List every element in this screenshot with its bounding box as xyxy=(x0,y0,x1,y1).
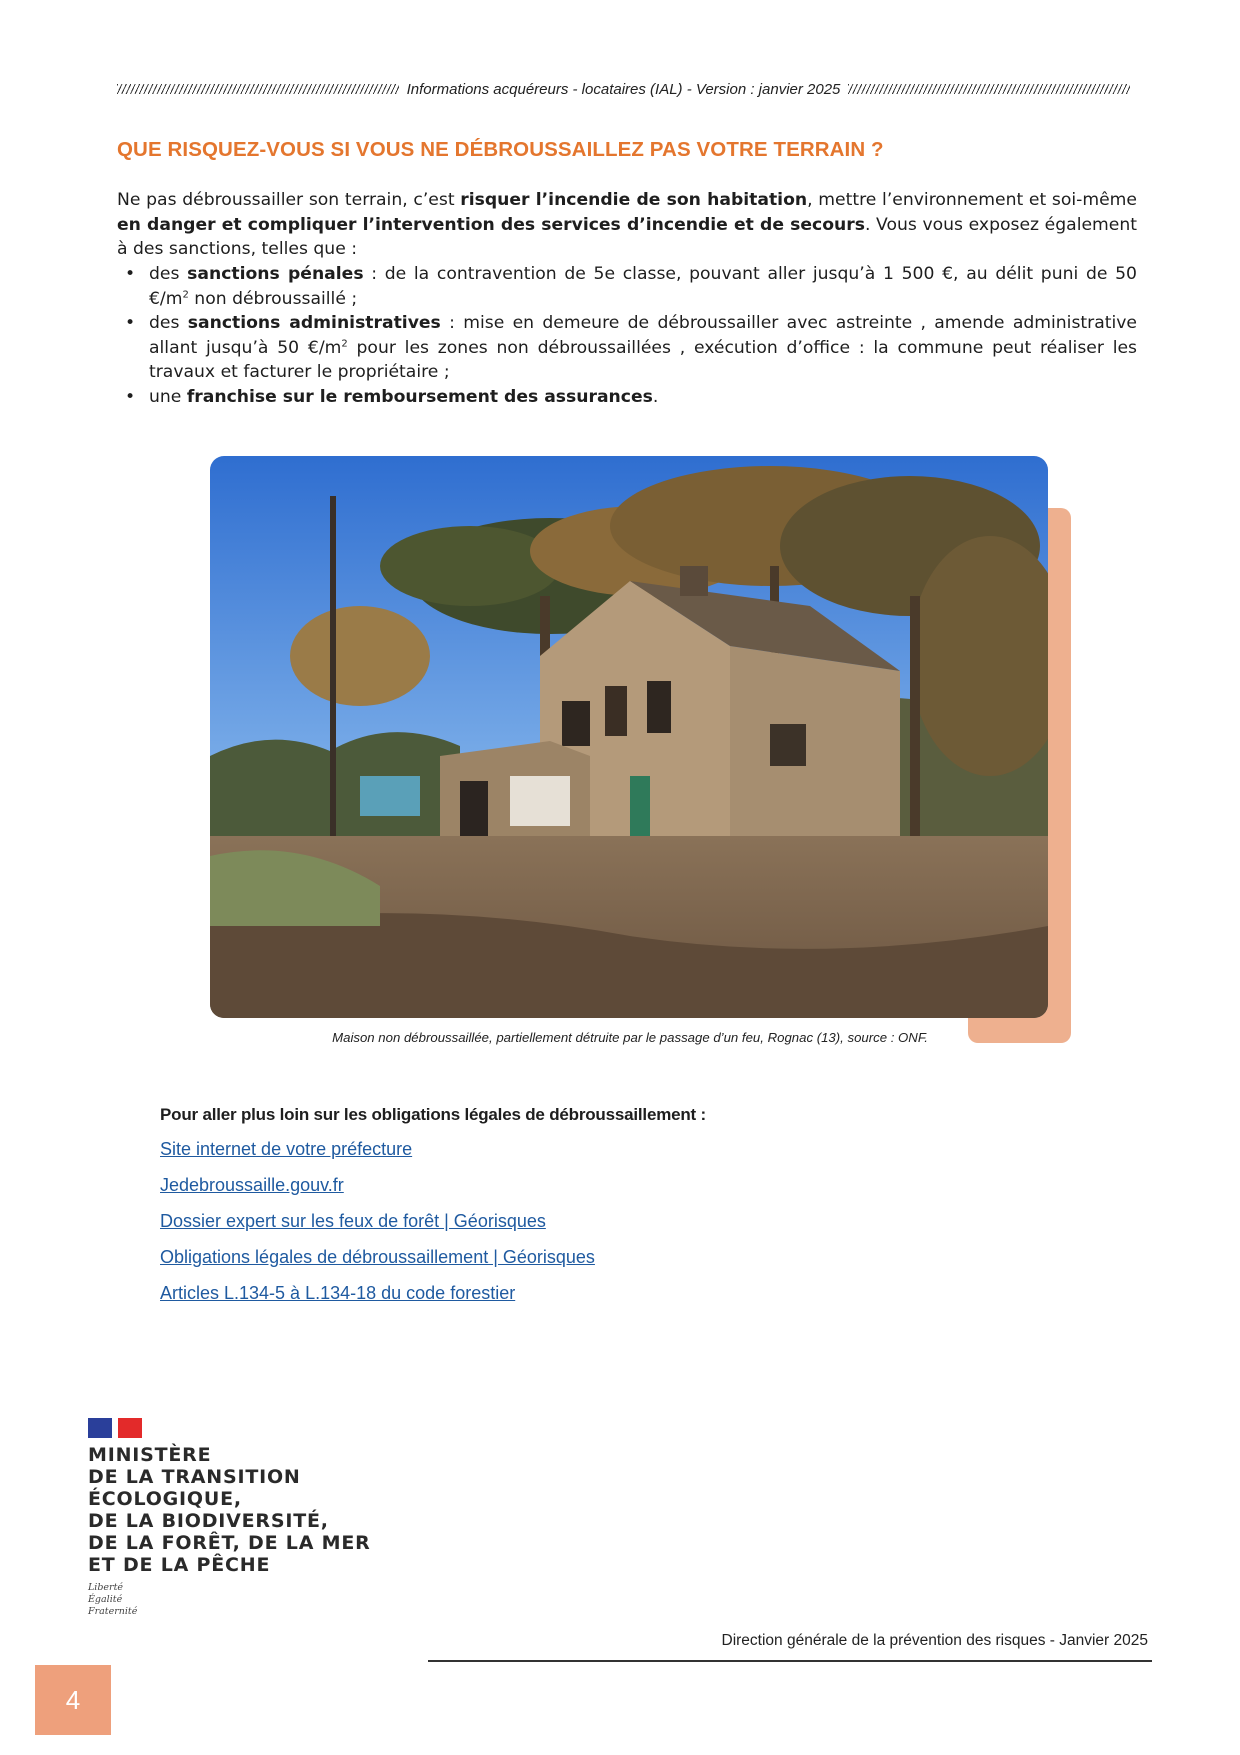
link-jedebroussaille[interactable]: Jedebroussaille.gouv.fr xyxy=(160,1175,344,1195)
ministry-name-line: DE LA TRANSITION xyxy=(88,1466,301,1488)
further-reading-title: Pour aller plus loin sur les obligations légales de débroussaillement : xyxy=(160,1105,706,1124)
link-prefecture[interactable]: Site internet de votre préfecture xyxy=(160,1139,413,1159)
section-title: QUE RISQUEZ-VOUS SI VOUS NE DÉBROUSSAILLEZ PAS VOTRE TERRAIN ? xyxy=(117,138,884,161)
ministry-name-line: DE LA BIODIVERSITÉ, xyxy=(88,1510,329,1532)
link-obligations-legales[interactable]: Obligations légales de débroussaillement | Géorisques xyxy=(160,1247,595,1267)
ministry-logo xyxy=(88,1418,371,1618)
list-item: • une franchise sur le remboursement des assurances. xyxy=(125,386,659,407)
burned-house-photo xyxy=(210,456,1048,1018)
header-hatch-right xyxy=(848,84,1130,94)
ministry-name-line: ÉCOLOGIQUE, xyxy=(88,1488,242,1510)
header-hatch-left xyxy=(117,84,399,94)
photo-illustration xyxy=(210,456,1048,1018)
footer-text: Direction générale de la prévention des risques - Janvier 2025 xyxy=(721,1632,1148,1649)
header-text: Informations acquéreurs - locataires (IAL) - Version : janvier 2025 xyxy=(406,80,841,98)
list-item: • des sanctions pénales : de la contravention de 5e classe, pouvant aller jusqu’à 1 500 €, au délit puni de 50 $€/m^2$ non débroussaillé ; xyxy=(125,264,1137,309)
ministry-name-line: ET DE LA PÊCHE xyxy=(88,1554,271,1576)
page-header xyxy=(117,78,1130,100)
sanctions-list xyxy=(117,262,1137,409)
photo-caption: Maison non débroussaillée, partiellement détruite par le passage d’un feu, Rognac (13), source : ONF. xyxy=(332,1030,928,1045)
further-reading xyxy=(160,1105,706,1311)
link-code-forestier[interactable]: Articles L.134-5 à L.134-18 du code forestier xyxy=(160,1283,516,1303)
ministry-name-line: MINISTÈRE xyxy=(88,1444,212,1466)
page-number: 4 xyxy=(35,1665,111,1735)
list-item: • des sanctions administratives : mise en demeure de débroussailler avec astreinte , amende administrative allant jusqu’à 50 $€/m^2$ pour les zones non débroussaillées , exécution d’office : la commune peut réaliser les travaux et facturer le propriétaire ; xyxy=(125,313,1137,382)
republic-motto: Liberté Égalité Fraternité xyxy=(88,1582,138,1617)
link-dossier-feux-foret[interactable]: Dossier expert sur les feux de forêt | Géorisques xyxy=(160,1211,546,1231)
footer-divider xyxy=(428,1660,1152,1662)
intro-paragraph: Ne pas débroussailler son terrain, c’est risquer l’incendie de son habitation, mettre l’environnement et soi-même en danger et compliquer l’intervention des services d’incendie et de secours. Vous vous exposez également à des sanctions, telles que : xyxy=(117,190,1138,259)
marianne-flag-icon xyxy=(88,1418,142,1438)
ministry-name-line: DE LA FORÊT, DE LA MER xyxy=(88,1532,371,1554)
